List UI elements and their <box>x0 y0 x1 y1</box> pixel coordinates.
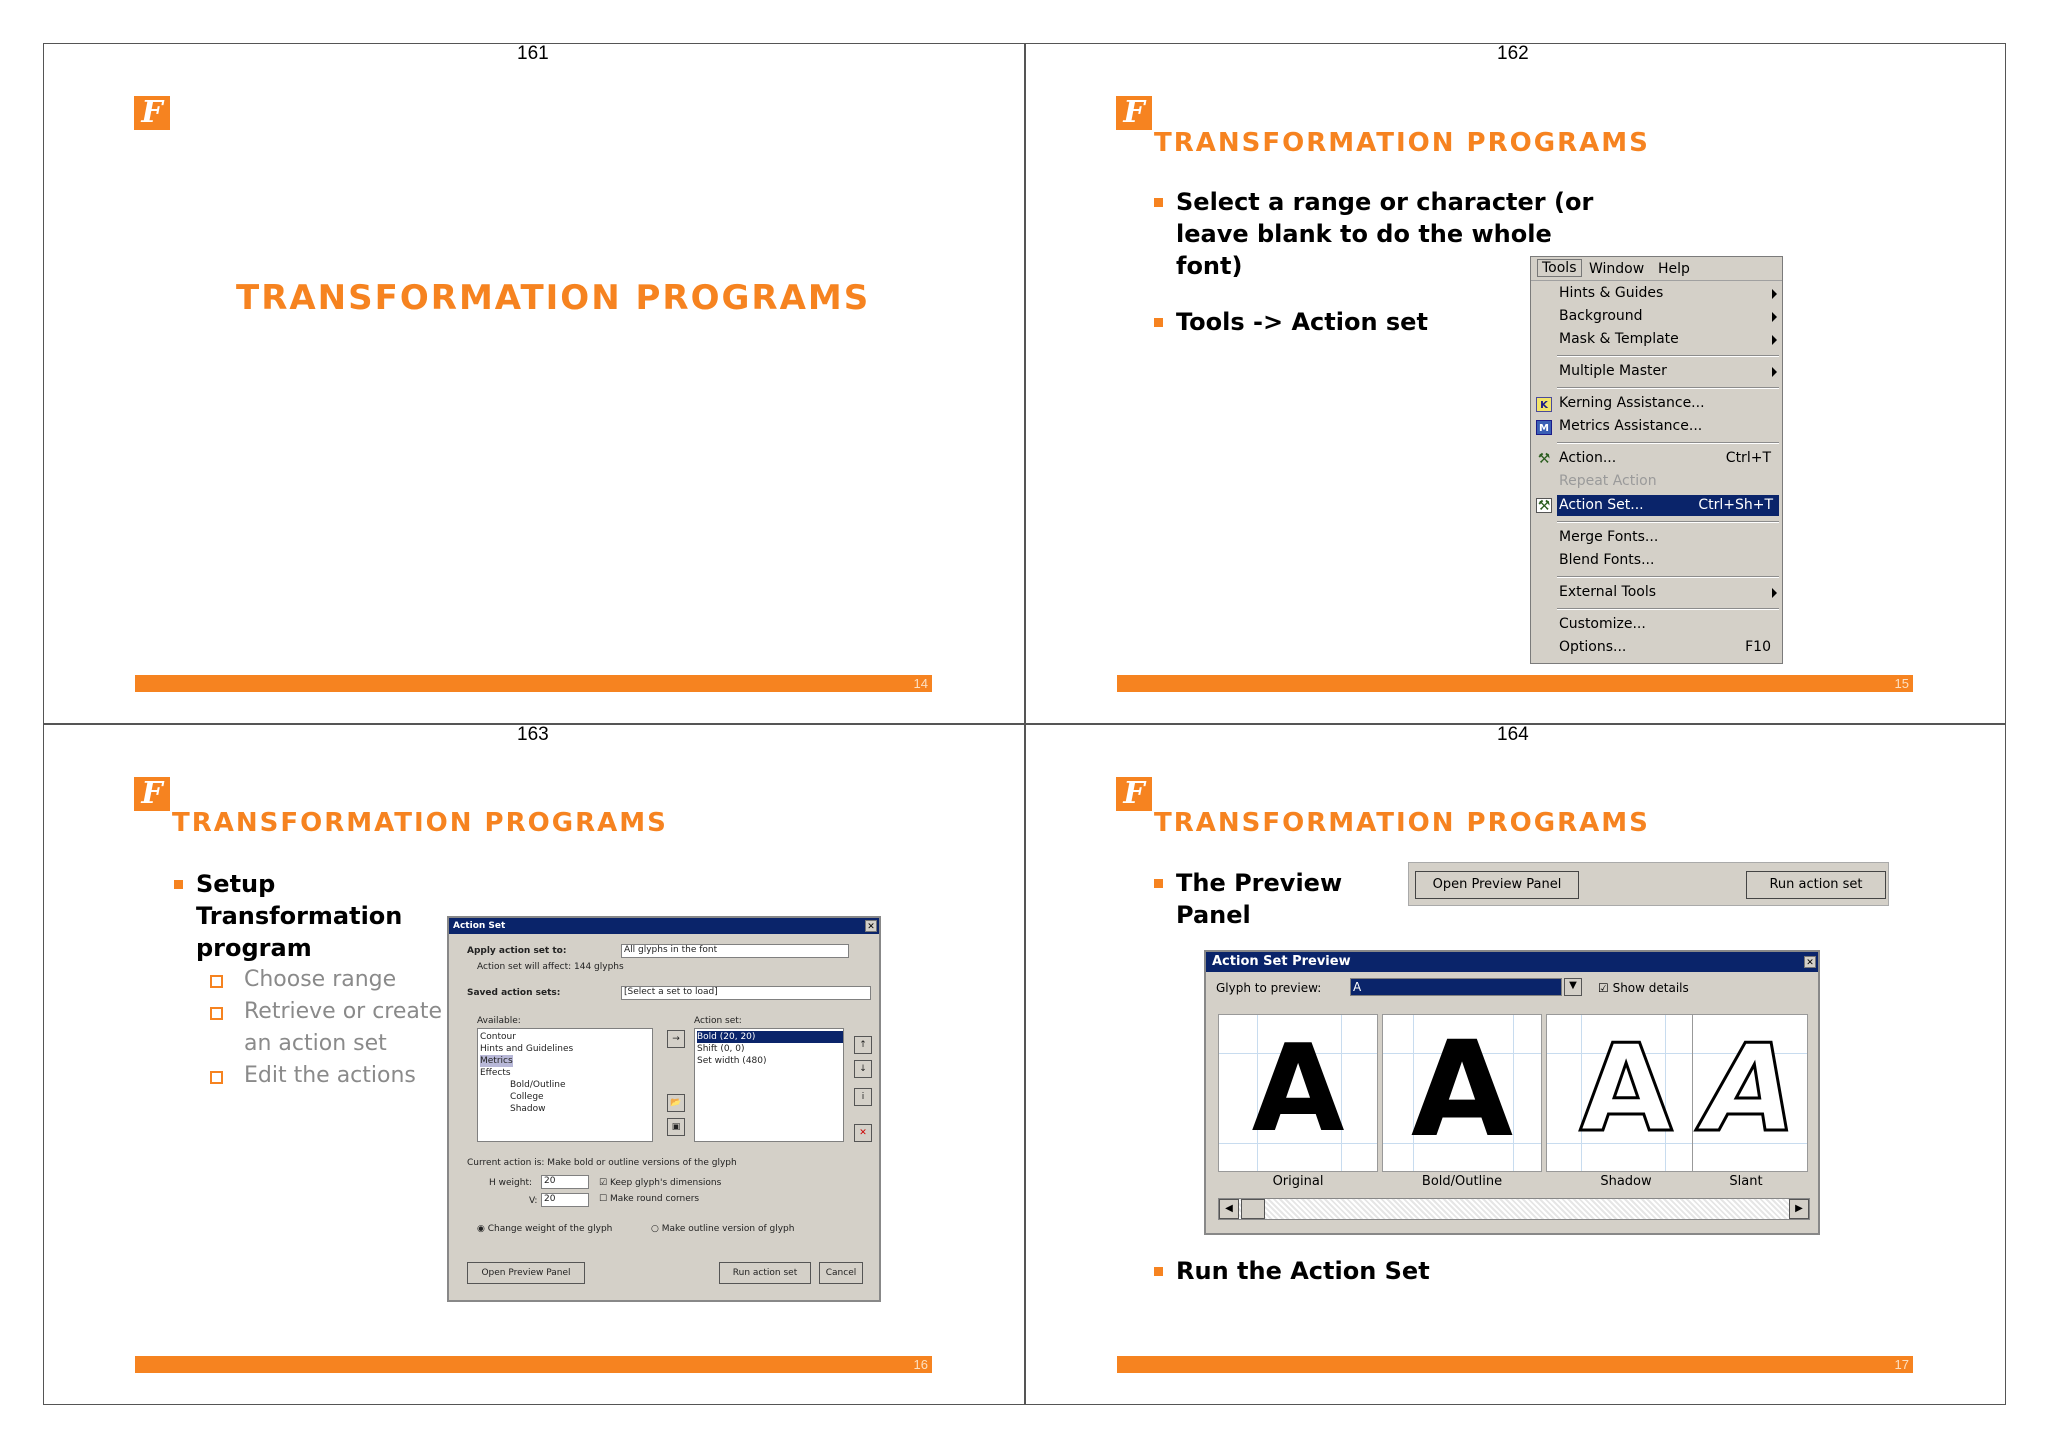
list-item[interactable]: College <box>510 1092 544 1102</box>
menu-item-customize[interactable]: Customize... <box>1559 616 1646 632</box>
fontlab-logo-icon: F <box>134 777 170 811</box>
page-number: 164 <box>1497 724 1529 745</box>
divider-horizontal <box>43 723 2006 725</box>
slide-number: 15 <box>1894 676 1909 691</box>
hollow-square-icon <box>210 975 223 988</box>
available-label: Available: <box>477 1016 521 1026</box>
add-action-button[interactable]: → <box>667 1030 685 1048</box>
menu-help[interactable]: Help <box>1658 261 1690 277</box>
slide-title: TRANSFORMATION PROGRAMS <box>236 278 871 318</box>
action-set-label: Action set: <box>694 1016 742 1026</box>
run-action-set-button[interactable]: Run action set <box>1746 871 1886 899</box>
glyph-label: Glyph to preview: <box>1216 981 1322 995</box>
info-icon[interactable]: i <box>854 1088 872 1106</box>
list-item[interactable]: Hints and Guidelines <box>480 1044 574 1054</box>
v-label: V: <box>529 1196 538 1206</box>
menu-item-hints-guides[interactable]: Hints & Guides <box>1559 283 1777 304</box>
slide-number: 14 <box>913 676 928 691</box>
footer-bar <box>135 1356 932 1373</box>
list-item[interactable]: Metrics <box>480 1056 513 1066</box>
menu-item-external-tools[interactable]: External Tools <box>1559 582 1777 603</box>
slide-number: 16 <box>913 1357 928 1372</box>
menubar <box>1531 257 1782 281</box>
apply-select[interactable]: All glyphs in the font <box>621 944 849 958</box>
list-item[interactable]: Effects <box>480 1068 511 1078</box>
make-outline-radio[interactable]: ○ Make outline version of glyph <box>651 1224 795 1234</box>
sub-bullet-choose-range: Choose range <box>210 964 450 996</box>
bullet-square-icon <box>1154 318 1163 327</box>
delete-icon[interactable]: ✕ <box>854 1124 872 1142</box>
menu-tools[interactable]: Tools <box>1537 259 1582 277</box>
move-down-icon[interactable]: ↓ <box>854 1060 872 1078</box>
menu-item-kerning-assistance[interactable]: Kerning Assistance... <box>1559 395 1705 411</box>
move-up-icon[interactable]: ↑ <box>854 1036 872 1054</box>
sub-bullet-retrieve-create: Retrieve or create an action set <box>210 996 450 1060</box>
list-item[interactable]: Bold/Outline <box>510 1080 566 1090</box>
footer-bar <box>1117 675 1913 692</box>
page-number: 162 <box>1497 43 1529 64</box>
menu-item-action[interactable]: Action... Ctrl+T <box>1559 450 1771 466</box>
bullet-select-range: Select a range or character (or leave blank to do the whole font) <box>1154 186 1594 282</box>
fontlab-logo-icon: F <box>134 96 170 130</box>
close-icon[interactable]: ✕ <box>1804 956 1816 968</box>
list-item[interactable]: Shift (0, 0) <box>697 1044 745 1054</box>
open-preview-panel-button[interactable]: Open Preview Panel <box>1415 871 1579 899</box>
submenu-arrow-icon <box>1772 289 1777 299</box>
list-item[interactable]: Shadow <box>510 1104 546 1114</box>
list-item[interactable]: Bold (20, 20) <box>697 1031 843 1043</box>
dialog-title: Action Set <box>449 918 879 934</box>
apply-label: Apply action set to: <box>467 946 567 956</box>
action-set-dialog <box>447 916 881 1302</box>
footer-bar <box>1117 1356 1913 1373</box>
submenu-arrow-icon <box>1772 335 1777 345</box>
glyph-cell-bold-outline: A <box>1382 1014 1542 1172</box>
tools-menu <box>1530 256 1783 664</box>
slide-title: TRANSFORMATION PROGRAMS <box>1154 128 1650 158</box>
menu-separator <box>1557 576 1779 578</box>
action-hammer-icon: ⚒ <box>1537 451 1551 467</box>
bullet-setup-transformation: Setup Transformation program <box>174 868 434 964</box>
bullet-square-icon <box>1154 1267 1163 1276</box>
menu-item-repeat-action: Repeat Action <box>1559 473 1657 489</box>
menu-item-merge-fonts[interactable]: Merge Fonts... <box>1559 529 1659 545</box>
scroll-left-icon[interactable]: ◀ <box>1219 1199 1239 1219</box>
hollow-square-icon <box>210 1071 223 1084</box>
kerning-icon: K <box>1536 397 1552 412</box>
menu-item-blend-fonts[interactable]: Blend Fonts... <box>1559 552 1655 568</box>
slide-number: 17 <box>1894 1357 1909 1372</box>
glyph-select[interactable]: A <box>1350 978 1562 996</box>
fontlab-logo-icon: F <box>1116 96 1152 130</box>
current-action-text: Current action is: Make bold or outline versions of the glyph <box>467 1158 737 1168</box>
menu-separator <box>1557 442 1779 444</box>
round-corners-checkbox[interactable]: ☐ Make round corners <box>599 1194 700 1204</box>
preview-buttons-strip <box>1408 862 1889 906</box>
menu-separator <box>1557 355 1779 357</box>
page-number: 163 <box>517 724 549 745</box>
show-details-checkbox[interactable]: ☑ Show details <box>1598 981 1689 995</box>
metrics-icon: M <box>1536 420 1552 435</box>
horizontal-scrollbar[interactable] <box>1218 1198 1810 1220</box>
action-set-preview-window <box>1204 950 1820 1235</box>
menu-item-multiple-master[interactable]: Multiple Master <box>1559 361 1777 382</box>
bullet-preview-panel: The Preview Panel <box>1154 867 1414 931</box>
cancel-button[interactable]: Cancel <box>819 1262 863 1284</box>
list-item[interactable]: Set width (480) <box>697 1056 767 1066</box>
footer-bar <box>135 675 932 692</box>
preview-title: Action Set Preview <box>1206 952 1818 972</box>
keep-dims-checkbox[interactable]: ☑ Keep glyph's dimensions <box>599 1178 722 1188</box>
menu-item-action-set[interactable]: Action Set... Ctrl+Sh+T <box>1557 495 1779 516</box>
action-set-icon: ⚒ <box>1537 498 1551 514</box>
caption-bold-outline: Bold/Outline <box>1421 1174 1503 1189</box>
scroll-thumb[interactable] <box>1241 1199 1265 1219</box>
menu-separator <box>1557 521 1779 523</box>
menu-window[interactable]: Window <box>1589 261 1645 277</box>
caption-slant: Slant <box>1729 1174 1763 1189</box>
available-list[interactable] <box>477 1028 653 1142</box>
hollow-square-icon <box>210 1007 223 1020</box>
run-action-set-button[interactable]: Run action set <box>719 1262 811 1284</box>
open-preview-panel-button[interactable]: Open Preview Panel <box>467 1262 585 1284</box>
bullet-tools-action-set: Tools -> Action set <box>1154 306 1514 338</box>
bullet-square-icon <box>1154 198 1163 207</box>
bullet-square-icon <box>1154 879 1163 888</box>
h-weight-input[interactable]: 20 <box>541 1175 589 1189</box>
chevron-down-icon[interactable]: ▼ <box>1564 978 1582 996</box>
close-icon[interactable]: ✕ <box>865 920 877 932</box>
menu-item-background[interactable]: Background <box>1559 306 1777 327</box>
page-number: 161 <box>517 43 549 64</box>
v-weight-input[interactable]: 20 <box>541 1193 589 1207</box>
fontlab-logo-icon: F <box>1116 777 1152 811</box>
affect-text: Action set will affect: 144 glyphs <box>477 962 624 972</box>
h-weight-label: H weight: <box>489 1178 533 1188</box>
menu-item-options[interactable]: Options... F10 <box>1559 639 1771 655</box>
scroll-right-icon[interactable]: ▶ <box>1789 1199 1809 1219</box>
submenu-arrow-icon <box>1772 588 1777 598</box>
menu-separator <box>1557 387 1779 389</box>
bullet-square-icon <box>174 880 183 889</box>
open-folder-icon[interactable]: 📂 <box>667 1094 685 1112</box>
saved-select[interactable]: [Select a set to load] <box>621 986 871 1000</box>
bullet-run-action-set: Run the Action Set <box>1154 1255 1514 1287</box>
action-set-list[interactable] <box>694 1028 844 1142</box>
saved-label: Saved action sets: <box>467 988 561 998</box>
glyph-cell-original: A <box>1218 1014 1378 1172</box>
menu-item-metrics-assistance[interactable]: Metrics Assistance... <box>1559 418 1703 434</box>
menu-separator <box>1557 608 1779 610</box>
menu-item-mask-template[interactable]: Mask & Template <box>1559 329 1777 350</box>
submenu-arrow-icon <box>1772 312 1777 322</box>
glyph-cell-slant: A <box>1692 1014 1808 1172</box>
caption-original: Original <box>1272 1174 1324 1189</box>
slide-title: TRANSFORMATION PROGRAMS <box>172 808 668 838</box>
sub-bullet-edit-actions: Edit the actions <box>210 1060 450 1092</box>
glyph-cell-shadow: A <box>1546 1014 1706 1172</box>
change-weight-radio[interactable]: ◉ Change weight of the glyph <box>477 1224 613 1234</box>
caption-shadow: Shadow <box>1600 1174 1652 1189</box>
submenu-arrow-icon <box>1772 367 1777 377</box>
slide-title: TRANSFORMATION PROGRAMS <box>1154 808 1650 838</box>
list-item[interactable]: Contour <box>480 1032 516 1042</box>
save-icon[interactable]: ▣ <box>667 1118 685 1136</box>
